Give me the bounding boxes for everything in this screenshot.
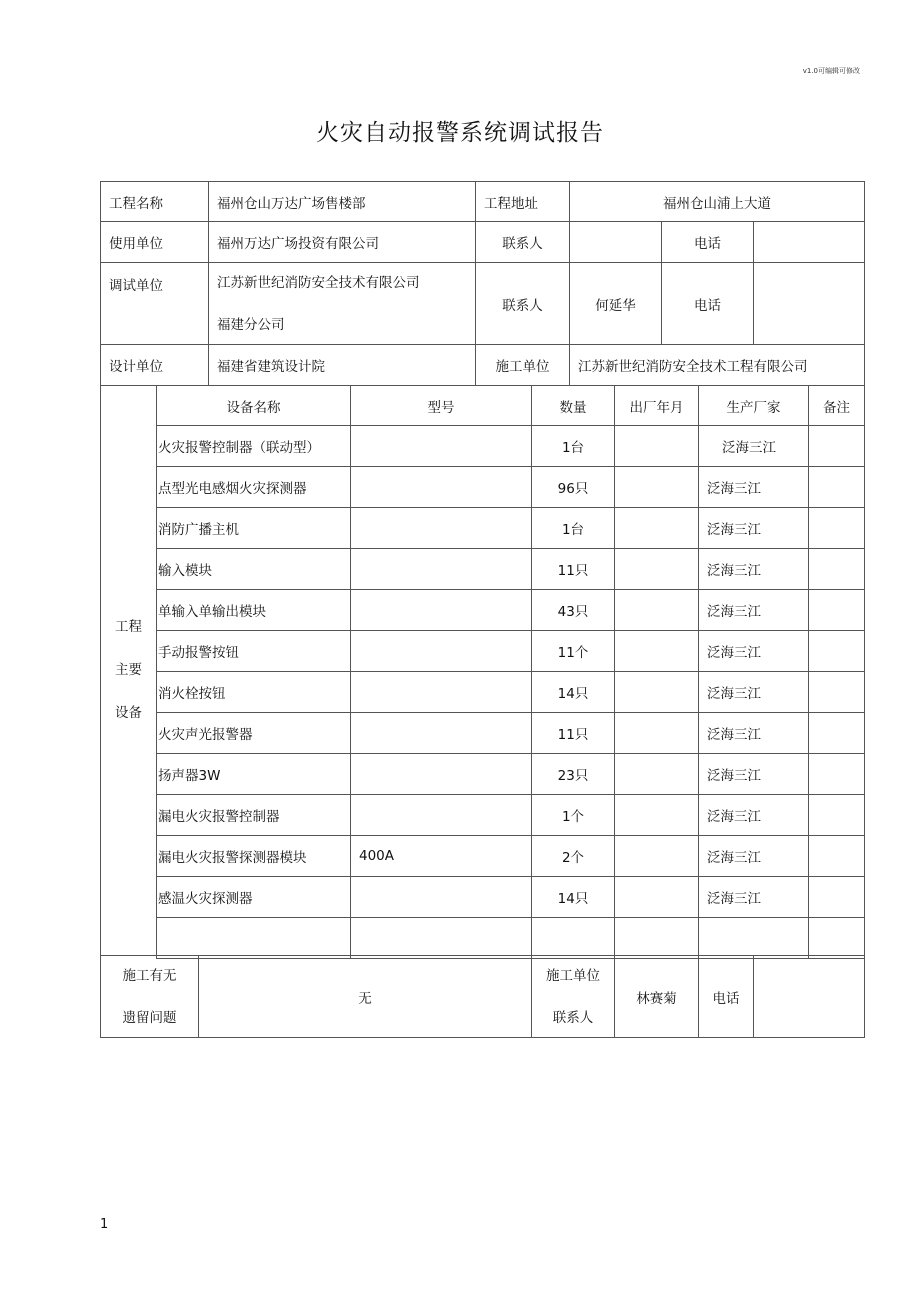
- debug-phone-label: 电话: [661, 262, 754, 345]
- section-label-line: 设备: [115, 705, 142, 721]
- equipment-model-cell: [350, 794, 532, 836]
- equipment-name-cell: 火灾声光报警器: [156, 712, 351, 754]
- equipment-maker-cell: 泛海三江: [698, 630, 809, 672]
- debug-unit-line2: 福建分公司: [217, 316, 285, 333]
- equipment-name-cell: 感温火灾探测器: [156, 876, 351, 918]
- debug-unit-value: [208, 262, 476, 345]
- equipment-model-cell: [350, 548, 532, 590]
- equipment-maker-cell: 泛海三江: [698, 507, 809, 549]
- column-header-model: 型号: [350, 385, 532, 426]
- equipment-name-cell: 消防广播主机: [156, 507, 351, 549]
- debug-unit-line1: 江苏新世纪消防安全技术有限公司: [217, 274, 420, 291]
- equipment-name-cell: 漏电火灾报警探测器模块: [156, 835, 351, 877]
- equipment-note-cell: [808, 507, 865, 549]
- equipment-note-cell: [808, 835, 865, 877]
- design-unit-label: 设计单位: [100, 344, 209, 386]
- user-unit-label: 使用单位: [100, 221, 209, 263]
- equipment-name-cell: 手动报警按钮: [156, 630, 351, 672]
- project-name-label: 工程名称: [100, 181, 209, 222]
- construction-unit-label: 施工单位: [475, 344, 570, 386]
- equipment-maker-cell: 泛海三江: [698, 794, 809, 836]
- section-label-line: 主要: [115, 662, 142, 678]
- equipment-model-cell: [350, 630, 532, 672]
- column-header-date: 出厂年月: [614, 385, 699, 426]
- equipment-date-cell: [614, 548, 699, 590]
- issue-value: 无: [198, 955, 532, 1038]
- construction-unit-value: 江苏新世纪消防安全技术工程有限公司: [569, 344, 865, 386]
- equipment-qty-cell: 2个: [531, 835, 615, 877]
- equipment-qty-cell: 1个: [531, 794, 615, 836]
- column-header-maker: 生产厂家: [698, 385, 809, 426]
- equipment-note-cell: [808, 548, 865, 590]
- equipment-model-cell: [350, 466, 532, 508]
- debug-contact-value: 何延华: [569, 262, 662, 345]
- issue-label-line1: 施工有无: [122, 967, 177, 984]
- equipment-model-cell: [350, 671, 532, 713]
- equipment-maker-cell: 泛海三江: [698, 425, 809, 467]
- equipment-qty-cell: [531, 917, 615, 959]
- user-contact-label: 联系人: [475, 221, 570, 263]
- debug-phone-value: [753, 262, 865, 345]
- column-header-name: 设备名称: [156, 385, 351, 426]
- project-address-label: 工程地址: [475, 181, 570, 222]
- equipment-name-cell: 火灾报警控制器（联动型）: [156, 425, 351, 467]
- user-unit-value: 福州万达广场投资有限公司: [208, 221, 476, 263]
- equipment-date-cell: [614, 876, 699, 918]
- project-address-value: 福州仓山浦上大道: [569, 181, 865, 222]
- page-number: 1: [100, 1217, 109, 1232]
- equipment-date-cell: [614, 507, 699, 549]
- project-name-value: 福州仓山万达广场售楼部: [208, 181, 476, 222]
- equipment-maker-cell: [698, 917, 809, 959]
- equipment-maker-cell: 泛海三江: [698, 876, 809, 918]
- equipment-maker-cell: 泛海三江: [698, 589, 809, 631]
- equipment-section-label: [100, 385, 157, 956]
- equipment-model-cell: [350, 589, 532, 631]
- user-phone-label: 电话: [661, 221, 754, 263]
- equipment-qty-cell: 11只: [531, 712, 615, 754]
- equipment-note-cell: [808, 630, 865, 672]
- equipment-note-cell: [808, 712, 865, 754]
- equipment-qty-cell: 43只: [531, 589, 615, 631]
- column-header-note: 备注: [808, 385, 865, 426]
- equipment-name-cell: [156, 917, 351, 959]
- user-phone-value: [753, 221, 865, 263]
- equipment-date-cell: [614, 466, 699, 508]
- equipment-model-cell: [350, 425, 532, 467]
- equipment-name-cell: 单输入单输出模块: [156, 589, 351, 631]
- equipment-date-cell: [614, 589, 699, 631]
- debug-unit-label: 调试单位: [100, 262, 209, 345]
- equipment-maker-cell: 泛海三江: [698, 753, 809, 795]
- equipment-note-cell: [808, 876, 865, 918]
- equipment-note-cell: [808, 589, 865, 631]
- equipment-note-cell: [808, 753, 865, 795]
- equipment-note-cell: [808, 425, 865, 467]
- design-unit-value: 福建省建筑设计院: [208, 344, 476, 386]
- equipment-date-cell: [614, 425, 699, 467]
- equipment-maker-cell: 泛海三江: [698, 712, 809, 754]
- equipment-qty-cell: 11个: [531, 630, 615, 672]
- section-label-line: 工程: [115, 619, 142, 635]
- equipment-model-cell: [350, 507, 532, 549]
- equipment-name-cell: 点型光电感烟火灾探测器: [156, 466, 351, 508]
- construction-contact-label: [531, 955, 615, 1038]
- equipment-date-cell: [614, 917, 699, 959]
- construction-phone-label: 电话: [698, 955, 754, 1038]
- version-note: v1.0可编辑可修改: [802, 67, 860, 75]
- equipment-note-cell: [808, 671, 865, 713]
- equipment-model-cell: [350, 712, 532, 754]
- column-header-qty: 数量: [531, 385, 615, 426]
- issue-label: [100, 955, 199, 1038]
- equipment-model-cell: 400A: [350, 835, 532, 877]
- equipment-maker-cell: 泛海三江: [698, 671, 809, 713]
- equipment-maker-cell: 泛海三江: [698, 835, 809, 877]
- construction-contact-name: 林赛菊: [614, 955, 699, 1038]
- equipment-qty-cell: 1台: [531, 507, 615, 549]
- equipment-qty-cell: 11只: [531, 548, 615, 590]
- user-contact-value: [569, 221, 662, 263]
- equipment-name-cell: 漏电火灾报警控制器: [156, 794, 351, 836]
- equipment-model-cell: [350, 753, 532, 795]
- equipment-name-cell: 消火栓按钮: [156, 671, 351, 713]
- equipment-qty-cell: 1台: [531, 425, 615, 467]
- equipment-model-cell: [350, 917, 532, 959]
- equipment-date-cell: [614, 753, 699, 795]
- debug-contact-label: 联系人: [475, 262, 570, 345]
- equipment-date-cell: [614, 671, 699, 713]
- equipment-date-cell: [614, 835, 699, 877]
- contact-label-line1: 施工单位: [546, 967, 600, 984]
- equipment-qty-cell: 14只: [531, 876, 615, 918]
- equipment-note-cell: [808, 466, 865, 508]
- equipment-maker-cell: 泛海三江: [698, 466, 809, 508]
- contact-label-line2: 联系人: [552, 1009, 594, 1026]
- equipment-maker-cell: 泛海三江: [698, 548, 809, 590]
- equipment-qty-cell: 14只: [531, 671, 615, 713]
- equipment-name-cell: 扬声器3W: [156, 753, 351, 795]
- equipment-qty-cell: 23只: [531, 753, 615, 795]
- equipment-date-cell: [614, 712, 699, 754]
- equipment-qty-cell: 96只: [531, 466, 615, 508]
- report-title: 火灾自动报警系统调试报告: [316, 120, 604, 146]
- equipment-note-cell: [808, 794, 865, 836]
- issue-label-line2: 遗留问题: [122, 1009, 177, 1026]
- equipment-model-cell: [350, 876, 532, 918]
- equipment-date-cell: [614, 794, 699, 836]
- equipment-date-cell: [614, 630, 699, 672]
- construction-phone-value: [753, 955, 865, 1038]
- equipment-name-cell: 输入模块: [156, 548, 351, 590]
- equipment-note-cell: [808, 917, 865, 959]
